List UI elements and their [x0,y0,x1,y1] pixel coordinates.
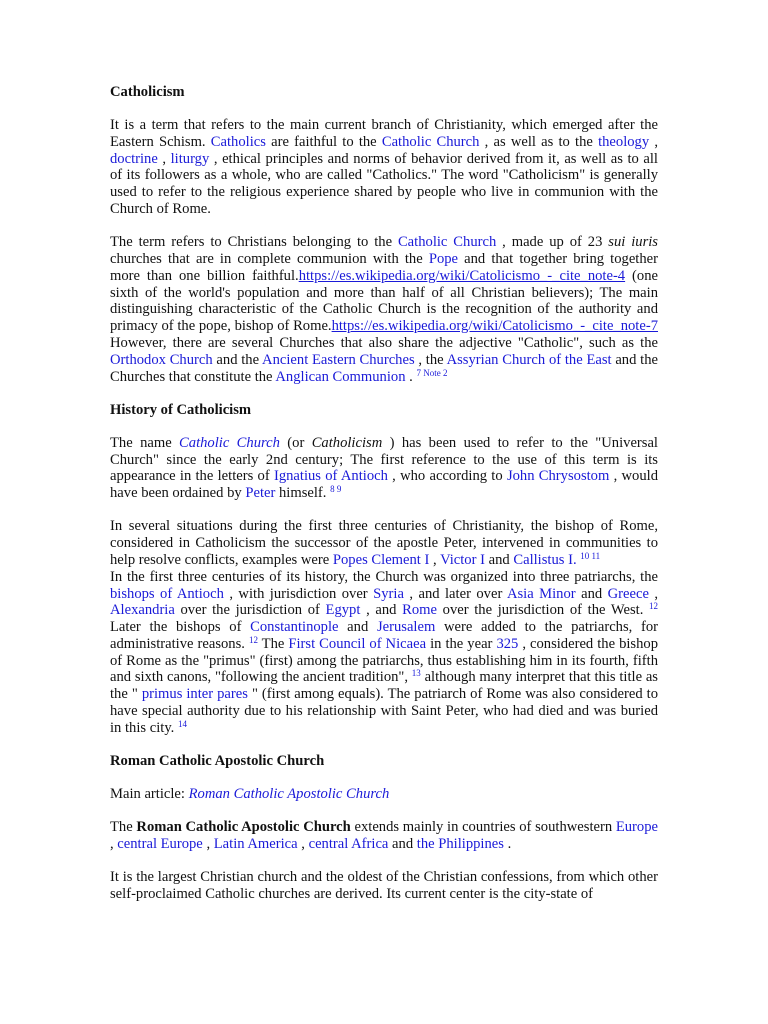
footnote-ref[interactable]: 8 9 [330,484,342,495]
link-philippines[interactable]: the Philippines [416,836,504,853]
paragraph-roman-largest: It is the largest Christian church and the oldest of the Christian confessions, from which other self-proclaimed Catholic churches are derived. Its current center is the city-state of [110,869,658,903]
footnote-ref[interactable]: 10 11 [580,550,601,561]
link-central-europe[interactable]: central Europe [117,836,203,853]
link-central-africa[interactable]: central Africa [308,836,389,853]
paragraph-roman-extent: The Roman Catholic Apostolic Church extends mainly in countries of southwestern Europe , central Europe , Latin America , central Africa and the Philippines . [110,819,658,853]
link-primus-inter-pares[interactable]: primus inter pares [141,686,248,703]
link-main-article[interactable]: Roman Catholic Apostolic Church [188,786,390,803]
link-catholic-church[interactable]: Catholic Church [397,234,497,251]
heading-roman-catholic: Roman Catholic Apostolic Church [110,753,325,770]
link-anglican-communion[interactable]: Anglican Communion [275,368,406,385]
footnote-ref[interactable]: 13 [411,668,421,679]
link-ignatius-of-antioch[interactable]: Ignatius of Antioch [273,468,388,485]
paragraph-history-bishop: In several situations during the first three centuries of Christianity, the bishop of Rome, considered in Catholicism the successor of the apostle Peter, intervened in communities to help resolve conflicts, examples were Popes Clement I , Victor I and Callistus I. $^{10 11}$ [110,518,658,568]
url-cite-note-4[interactable]: https://es.wikipedia.org/wiki/Catolicismo_-_cite_note-4 [298,267,626,284]
document-page [110,84,658,919]
link-orthodox-church[interactable]: Orthodox Church [110,351,213,368]
link-greece[interactable]: Greece [607,585,649,602]
link-egypt[interactable]: Egypt [325,602,361,619]
link-victor[interactable]: Victor I [440,551,485,568]
link-assyrian-church[interactable]: Assyrian Church of the East [446,351,612,368]
footnote-ref[interactable]: 12 [248,634,258,645]
link-peter[interactable]: Peter [245,485,276,502]
paragraph-catholicism-term: The term refers to Christians belonging to the Catholic Church , made up of 23 sui iuris churches that are in complete communion with the Pope and that together bring together more than one billion faithful.https://es.wikipedia.org/wiki/Catolicismo_-_cite_note-4 (one sixth of the world's population and more than half of all Christian believers); The main distinguishing characteristic of the Catholic Church is the recognition of the authority and primacy of the pope, bishop of Rome.https://es.wikipedia.org/wiki/Catolicismo_-_cite_note-7 However, there are several Churches that also share the adjective "Catholic", such as the Orthodox Church and the Ancient Eastern Churches , the Assyrian Church of the East and the Churches that constitute the Anglican Communion . $^{7 Note 2}$ [110,234,658,385]
link-doctrine[interactable]: doctrine [110,150,158,167]
link-year-325[interactable]: 325 [496,635,519,652]
link-europe[interactable]: Europe [615,819,658,836]
link-first-council-of-nicaea[interactable]: First Council of Nicaea [288,635,427,652]
link-latin-america[interactable]: Latin America [213,836,298,853]
link-catholic-church-italic[interactable]: Catholic Church [179,434,280,451]
main-article-line: Main article: Roman Catholic Apostolic Church [110,786,390,803]
link-catholics[interactable]: Catholics [210,133,266,150]
link-constantinople[interactable]: Constantinople [250,619,339,636]
link-theology[interactable]: theology [598,133,650,150]
link-callistus[interactable]: Callistus I. [513,551,577,568]
link-liturgy[interactable]: liturgy [170,150,210,167]
heading-catholicism: Catholicism [110,84,185,100]
link-syria[interactable]: Syria [373,585,404,602]
url-cite-note-7[interactable]: https://es.wikipedia.org/wiki/Catolicismo_-_cite_note-7 [331,318,658,335]
heading-history: History of Catholicism [110,401,252,418]
link-popes-clement[interactable]: Popes Clement I [332,551,430,568]
catholicism-term: Catholicism [311,434,383,451]
footnote-ref[interactable]: 14 [177,718,187,729]
sui-iuris-term: sui iuris [608,234,658,251]
link-pope[interactable]: Pope [428,250,459,267]
link-bishops-of-antioch[interactable]: bishops of Antioch [110,585,224,602]
link-john-chrysostom[interactable]: John Chrysostom [506,468,610,485]
link-asia-minor[interactable]: Asia Minor [506,585,576,602]
paragraph-history-name: The name Catholic Church (or Catholicism ) has been used to refer to the "Universal Church" since the early 2nd century; The first reference to the use of this term is its appearance in the letters of Ignatius of Antioch , who according to John Chrysostom , would have been ordained by Peter himself. $^{8 9}$ [110,434,659,502]
paragraph-catholicism-intro: It is a term that refers to the main current branch of Christianity, which emerged after the Eastern Schism. Catholics are faithful to the Catholic Church , as well as to the theology , doctrine , liturgy , ethical principles and norms of behavior derived from it, as well as to all of its followers as a whole, who are called "Catholics." The word "Catholicism" is generally used to refer to the religious experience shared by people who live in communion with the Church of Rome. [110,117,658,217]
roman-church-bold: Roman Catholic Apostolic Church [136,819,351,836]
footnote-ref[interactable]: 12 [649,601,659,612]
link-ancient-eastern-churches[interactable]: Ancient Eastern Churches [262,351,415,368]
link-rome[interactable]: Rome [402,602,437,619]
link-alexandria[interactable]: Alexandria [110,602,175,619]
link-jerusalem[interactable]: Jerusalem [376,619,436,636]
link-catholic-church[interactable]: Catholic Church [381,133,480,150]
footnote-ref[interactable]: 7 Note 2 [416,367,448,378]
paragraph-history-patriarchs: In the first three centuries of its history, the Church was organized into three patriarchs, the bishops of Antioch , with jurisdiction over Syria , and later over Asia Minor and Greece , Alexandria over the jurisdiction of Egypt , and Rome over the jurisdiction of the West. $^{12}$ Later the bishops of Constantinople and Jerusalem were added to the patriarchs, for administrative reasons. $^{12}$ The First Council of Nicaea in the year 325 , considered the bishop of Rome as the "primus" (first) among the patriarchs, thus establishing him in its fourth, fifth and sixth canons, "following the ancient tradition", $^{13}$ although many interpret that this title as the " primus inter pares " (first among equals). The patriarch of Rome was also considered to have special authority due to his relationship with Saint Peter, who had died and was buried in this city. $^{14}$ [110,568,659,736]
